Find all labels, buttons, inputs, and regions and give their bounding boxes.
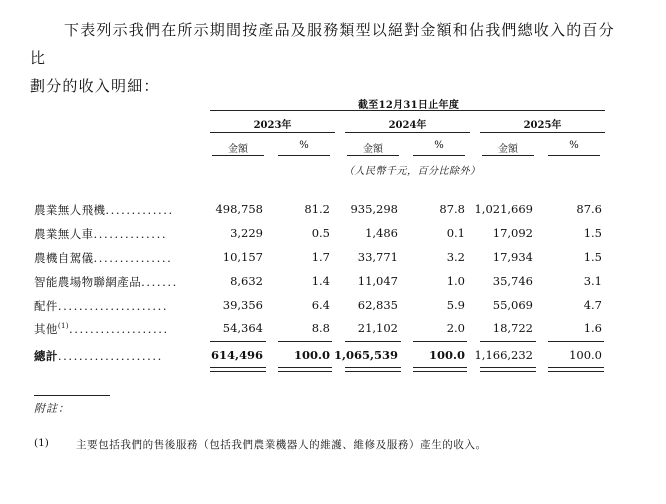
pct-2023: 81.2 <box>304 202 330 216</box>
row-label: 智能農場物聯網產品....... <box>34 275 178 289</box>
amount-2025: 55,069 <box>492 298 533 312</box>
col-pct-2023: % <box>299 140 309 151</box>
table-row <box>0 274 666 292</box>
total-double-rule-2 <box>278 367 332 372</box>
year-2024: 2024年 <box>388 120 427 131</box>
pct-2025: 1.5 <box>583 226 602 240</box>
amount-2023: 3,229 <box>230 226 263 240</box>
row-label: 農業無人車.............. <box>34 227 168 241</box>
unit-note: （人民幣千元，百分比除外） <box>344 166 481 177</box>
table-row <box>0 250 666 268</box>
pct-2024: 2.0 <box>446 321 465 335</box>
amount-2024: 1,486 <box>365 226 398 240</box>
amount-2023: 8,632 <box>230 274 263 288</box>
year-rule-2023 <box>210 132 335 133</box>
subtotal-rule-3 <box>345 341 401 342</box>
sub-rule-5 <box>482 155 534 156</box>
amount-2025: 17,092 <box>492 226 533 240</box>
amount-2024: 11,047 <box>357 274 398 288</box>
total-pct-2023: 100.0 <box>293 348 330 362</box>
amount-2025: 1,021,669 <box>474 202 533 216</box>
amount-2025: 35,746 <box>492 274 533 288</box>
total-pct-2024: 100.0 <box>428 348 465 362</box>
pct-2025: 87.6 <box>576 202 602 216</box>
amount-2024: 935,298 <box>350 202 398 216</box>
total-amount-2023: 614,496 <box>210 348 263 362</box>
amount-2024: 21,102 <box>357 321 398 335</box>
pct-2024: 87.8 <box>439 202 465 216</box>
pct-2025: 1.5 <box>583 250 602 264</box>
intro-paragraph <box>30 16 630 100</box>
col-amount-2023: 金額 <box>228 144 248 155</box>
sub-rule-2 <box>278 155 330 156</box>
footnote-number: (1) <box>34 437 49 449</box>
subtotal-rule-4 <box>413 341 467 342</box>
subtotal-rule-5 <box>480 341 536 342</box>
pct-2023: 1.4 <box>311 274 330 288</box>
total-double-rule-6 <box>548 367 604 372</box>
sub-rule-6 <box>548 155 600 156</box>
amount-2024: 62,835 <box>357 298 398 312</box>
pct-2024: 3.2 <box>446 250 465 264</box>
year-2025: 2025年 <box>523 120 562 131</box>
pct-2025: 3.1 <box>583 274 602 288</box>
row-label: 其他$^{(1)}$................... <box>34 322 169 336</box>
table-row <box>0 202 666 220</box>
col-pct-2025: % <box>569 140 579 151</box>
total-double-rule-1 <box>210 367 266 372</box>
total-pct-2025: 100.0 <box>569 348 602 362</box>
amount-2023: 498,758 <box>215 202 263 216</box>
pct-2023: 1.7 <box>311 250 330 264</box>
header-rule-top <box>210 110 605 111</box>
intro-line-1: 下表列示我們在所示期間按產品及服務類型以絕對金額和佔我們總收入的百分比 <box>30 21 615 67</box>
amount-2023: 39,356 <box>222 298 263 312</box>
pct-2023: 8.8 <box>311 321 330 335</box>
notes-heading: 附註： <box>34 402 70 415</box>
total-double-rule-3 <box>345 367 401 372</box>
sub-rule-1 <box>212 155 264 156</box>
pct-2024: 1.0 <box>446 274 465 288</box>
subtotal-rule-6 <box>548 341 604 342</box>
footnote-text: 主要包括我們的售後服務（包括我們農業機器人的維護、維修及服務）產生的收入。 <box>76 439 487 451</box>
total-label: 總計.................... <box>34 349 163 363</box>
total-row <box>0 348 666 366</box>
table-row <box>0 321 666 339</box>
col-amount-2025: 金額 <box>498 144 518 155</box>
row-label: 農機自駕儀............... <box>34 251 173 265</box>
sub-rule-3 <box>347 155 399 156</box>
intro-line-2: 劃分的收入明細： <box>30 77 160 95</box>
footnote-marker: (1) <box>57 322 69 331</box>
total-amount-2024: 1,065,539 <box>333 348 398 362</box>
total-double-rule-5 <box>480 367 536 372</box>
period-header: 截至12月31日止年度 <box>358 100 460 111</box>
pct-2023: 0.5 <box>311 226 330 240</box>
amount-2023: 10,157 <box>222 250 263 264</box>
amount-2023: 54,364 <box>222 321 263 335</box>
year-rule-2025 <box>480 132 605 133</box>
pct-2024: 5.9 <box>446 298 465 312</box>
year-rule-2024 <box>345 132 470 133</box>
subtotal-rule-2 <box>278 341 332 342</box>
pct-2024: 0.1 <box>446 226 465 240</box>
row-label: 農業無人飛機............. <box>34 203 174 217</box>
notes-divider <box>34 395 110 396</box>
amount-2025: 18,722 <box>492 321 533 335</box>
col-pct-2024: % <box>434 140 444 151</box>
amount-2024: 33,771 <box>357 250 398 264</box>
amount-2025: 17,934 <box>492 250 533 264</box>
total-amount-2025: 1,166,232 <box>474 348 533 362</box>
year-2023: 2023年 <box>253 120 292 131</box>
pct-2025: 4.7 <box>583 298 602 312</box>
pct-2025: 1.6 <box>583 321 602 335</box>
col-amount-2024: 金額 <box>363 144 383 155</box>
subtotal-rule-1 <box>210 341 266 342</box>
pct-2023: 6.4 <box>311 298 330 312</box>
table-row <box>0 298 666 316</box>
row-label: 配件..................... <box>34 299 169 313</box>
table-row <box>0 226 666 244</box>
total-double-rule-4 <box>413 367 467 372</box>
sub-rule-4 <box>413 155 465 156</box>
